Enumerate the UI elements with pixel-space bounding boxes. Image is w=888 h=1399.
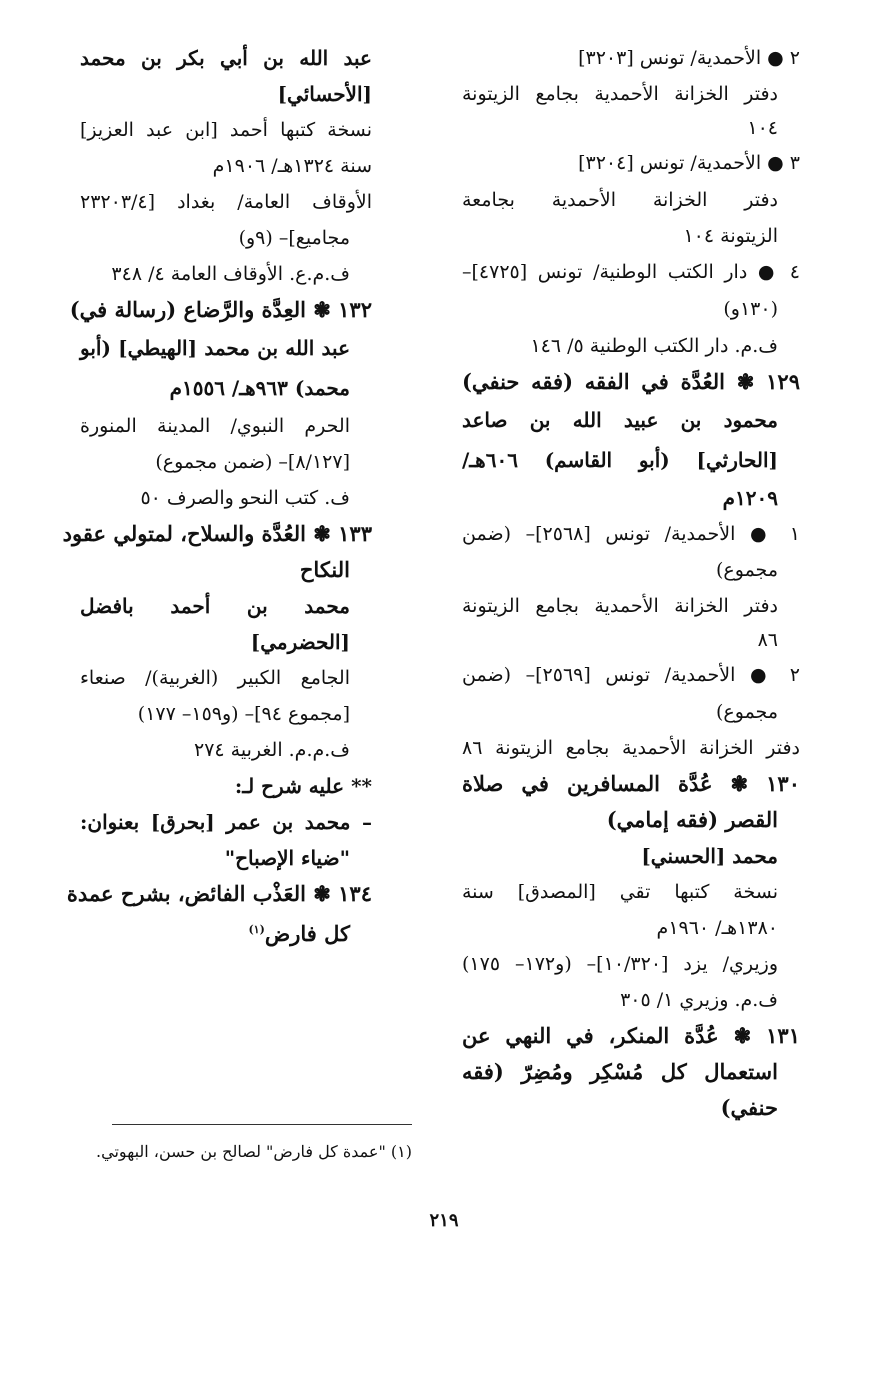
right-column-line: القصر (فقه إمامي) <box>606 807 778 832</box>
left-column-line: ف. كتب النحو والصرف ٥٠ <box>140 487 350 509</box>
left-column-line: ١٣٤ ❃ العَذْب الفائض، بشرح عمدة <box>66 881 372 906</box>
right-column-line: مجموع) <box>716 559 778 581</box>
right-column-line: [الحارثي] (أبو القاسم) ٦٠٦هـ/ <box>462 448 778 472</box>
left-column-line: ف.م.ع. الأوقاف العامة ٤/ ٣٤٨ <box>111 263 350 285</box>
left-column-line: الحرم النبوي/ المدينة المنورة <box>80 415 350 437</box>
left-column <box>62 40 372 948</box>
left-column-line: [الحضرمي] <box>250 630 350 654</box>
right-column-line: ١٣١ ❃ عُدَّة المنكر، في النهي عن <box>462 1023 800 1048</box>
left-column-line: [٨/١٢٧]– (ضمن مجموع) <box>155 451 350 473</box>
left-column-line: النكاح <box>299 557 350 582</box>
left-column-line: ١٣٣ ❃ العُدَّة والسلاح، لمتولي عقود <box>62 521 372 546</box>
right-column-line: ١٣٠ ❃ عُدَّة المسافرين في صلاة <box>462 771 800 796</box>
right-column-line: دفتر الخزانة الأحمدية بجامع الزيتونة ٨٦ <box>462 737 800 759</box>
right-column-line: محمود بن عبيد الله بن صاعد <box>462 408 778 432</box>
right-column-line: ف.م. وزيري ١/ ٣٠٥ <box>620 989 778 1011</box>
left-column-line: الجامع الكبير (الغربية)/ صنعاء <box>80 667 350 689</box>
right-column-line: ١٢٠٩م <box>722 486 778 510</box>
right-column-line: (١٣٠و) <box>723 298 778 320</box>
right-column-line: ٢ ● الأحمدية/ تونس [٣٢٠٣] <box>578 47 800 69</box>
right-column-line: دفتر الخزانة الأحمدية بجامع الزيتونة <box>462 83 778 105</box>
right-column-line: محمد [الحسني] <box>641 844 778 868</box>
left-column-line: ** عليه شرح لـ: <box>234 774 372 798</box>
left-column-line: مجاميع]– (٩و) <box>238 227 350 249</box>
left-column-line: [مجموع ٩٤]– (و١٥٩– ١٧٧) <box>137 703 350 725</box>
right-column-line: حنفي) <box>720 1095 778 1120</box>
right-column-line: ١٠٤ <box>747 117 778 139</box>
right-column-line: ٨٦ <box>757 629 778 651</box>
left-column-line: ١٣٢ ❃ العِدَّة والرَّضاع (رسالة في) <box>69 297 372 322</box>
right-column-line: نسخة كتبها تقي [المصدق] سنة <box>462 881 778 903</box>
right-column-line: ١٢٩ ❃ العُدَّة في الفقه (فقه حنفي) <box>462 369 800 394</box>
left-column-line: عبد الله بن أبي بكر بن محمد <box>80 46 372 70</box>
right-column-line: دفتر الخزانة الأحمدية بجامعة <box>462 189 778 211</box>
right-column-line: ٤ ● دار الكتب الوطنية/ تونس [٤٧٢٥]– <box>462 261 800 283</box>
footnote-divider <box>112 1124 412 1125</box>
left-column-line: ف.م.م. الغربية ٢٧٤ <box>194 739 350 761</box>
right-column-line: الزيتونة ١٠٤ <box>683 225 778 247</box>
left-column-line: – محمد بن عمر [بحرق] بعنوان: <box>80 810 372 834</box>
right-column-line: دفتر الخزانة الأحمدية بجامع الزيتونة <box>462 595 778 617</box>
left-column-line: محمد) ٩٦٣هـ/ ١٥٥٦م <box>169 376 350 400</box>
left-column-line: سنة ١٣٢٤هـ/ ١٩٠٦م <box>212 155 372 177</box>
footnote: (١) "عمدة كل فارض" لصالح بن حسن، البهوتي. <box>96 1142 412 1161</box>
right-column-line: ١ ● الأحمدية/ تونس [٢٥٦٨]– (ضمن <box>462 523 800 545</box>
right-column-line: ٢ ● الأحمدية/ تونس [٢٥٦٩]– (ضمن <box>462 664 800 686</box>
left-column-line: عبد الله بن محمد [الهيطي] (أبو <box>80 336 350 360</box>
left-column-line: "ضياء الإصباح" <box>224 846 350 870</box>
left-column-line: الأوقاف العامة/ بغداد [٢٣٢٠٣/٤ <box>80 191 372 213</box>
right-column-line: وزيري/ يزد [١٠/٣٢٠]– (و١٧٢– ١٧٥) <box>462 953 779 975</box>
right-column-line: ١٣٨٠هـ/ ١٩٦٠م <box>656 917 778 939</box>
right-column <box>462 40 800 1126</box>
right-column-line: مجموع) <box>716 701 778 723</box>
footnote-marker: (١) <box>248 923 265 936</box>
right-column-line: ف.م. دار الكتب الوطنية ٥/ ١٤٦ <box>530 335 778 357</box>
left-column-line: كل فارض$^{(١)}$ <box>248 921 350 946</box>
right-column-line: استعمال كل مُسْكِر ومُضِرّ (فقه <box>462 1059 778 1084</box>
left-column-line: محمد بن أحمد بافضل <box>80 594 350 618</box>
right-column-line: ٣ ● الأحمدية/ تونس [٣٢٠٤] <box>578 152 800 174</box>
left-column-line: نسخة كتبها أحمد [ابن عبد العزيز] <box>80 119 372 141</box>
left-column-line: [الأحسائي] <box>277 82 372 106</box>
page-number: ٢١٩ <box>429 1210 459 1231</box>
